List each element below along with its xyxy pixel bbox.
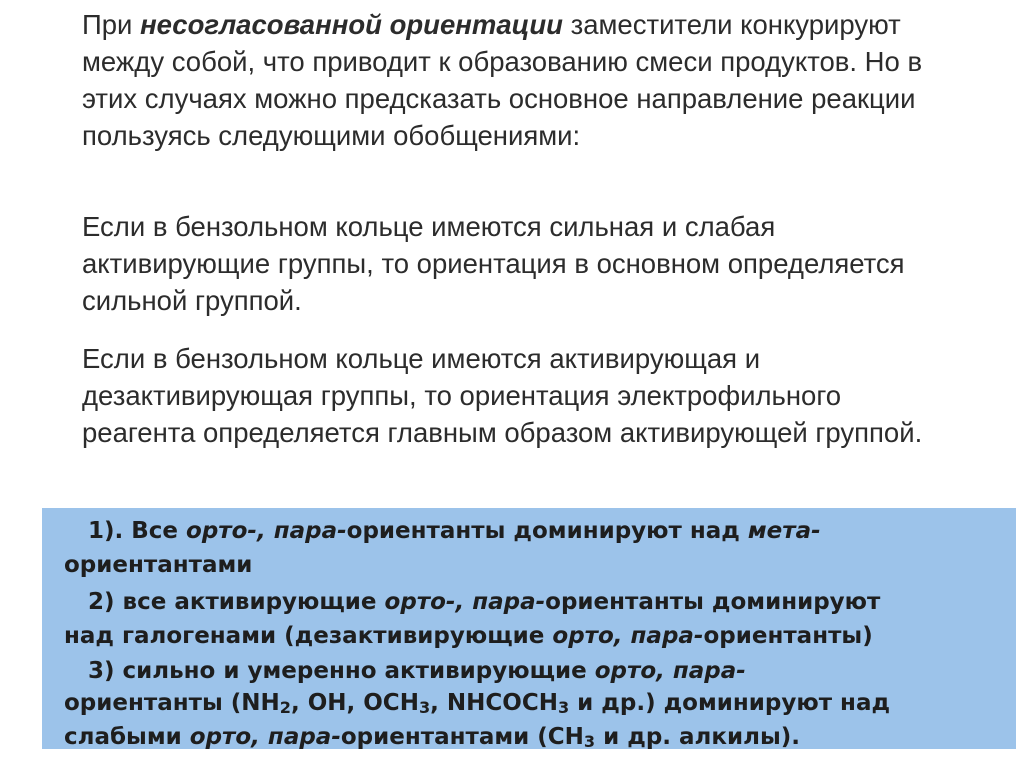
rule-1-text-c: ориентанты доминируют над	[346, 518, 748, 544]
rule-2-italic-ortho-para-2: орто, пара-	[552, 623, 704, 649]
rule-3-sub-nh2: 2	[279, 697, 291, 717]
rule-3-italic-ortho-para: орто, пара-	[594, 658, 746, 684]
paragraph-activating-deactivating: Если в бензольном кольце имеются активирующая и дезактивирующая группы, то ориентация электрофильного реагента определяется главным образом активирующей группой.	[82, 343, 923, 448]
rule-3-line-1	[88, 656, 746, 686]
paragraph-intro-pre: При	[82, 9, 141, 40]
rule-1-italic-meta: мета-	[747, 518, 821, 544]
rule-3-text-c: ориентанты (NH	[64, 690, 280, 716]
rule-2-line-1	[88, 587, 880, 617]
paragraph-intro-post: заместители конкурируют между собой, что приводит к образованию смеси продуктов. Но в этих случаях можно предсказать основное направление реакции пользуясь следующими обобщениями:	[82, 9, 923, 151]
rule-3-text-g: слабыми	[64, 724, 190, 750]
rule-2-text-a: 2) все активирующие	[88, 589, 385, 615]
rule-3-sub-ch3: 3	[583, 731, 596, 751]
rule-1-line-2: ориентантами	[64, 552, 253, 578]
rule-2-italic-ortho-para: орто-, пара-	[384, 589, 546, 615]
rule-3-text-f: и др.) доминируют над	[569, 690, 891, 716]
rule-3-line-2	[64, 688, 890, 720]
rule-3-text-j: и др. алкилы).	[595, 724, 801, 750]
rule-1-line-1	[88, 516, 821, 546]
rule-1-italic-ortho-para: орто-, пара-	[186, 518, 347, 544]
rule-2-line-2	[64, 621, 873, 651]
rule-3-sub-nhcoch3: 3	[557, 697, 570, 717]
rule-3-italic-ortho-para-2: орто, пара-	[189, 724, 341, 750]
rule-1-text-a: 1). Все	[88, 518, 187, 544]
rule-3-text-d: , OH, OCH	[290, 690, 419, 716]
paragraph-intro	[82, 6, 962, 154]
paragraph-strong-weak-groups: Если в бензольном кольце имеются сильная и слабая активирующие группы, то ориентация в основном определяется сильной группой.	[82, 211, 905, 316]
emphasis-inconsistent-orientation: несогласованной ориентации	[140, 9, 563, 40]
rule-3-text-e: , NHCOCH	[430, 690, 558, 716]
rule-3-sub-och3: 3	[418, 697, 431, 717]
rule-2-text-d: над галогенами (дезактивирующие	[64, 623, 553, 649]
rule-3-line-3	[64, 722, 800, 754]
rule-2-text-f: ориентанты)	[703, 623, 873, 649]
rule-2-text-c: ориентанты доминируют	[545, 589, 881, 615]
rule-3-text-a: 3) сильно и умеренно активирующие	[88, 658, 595, 684]
rule-3-text-i: ориентантами (CH	[340, 724, 584, 750]
